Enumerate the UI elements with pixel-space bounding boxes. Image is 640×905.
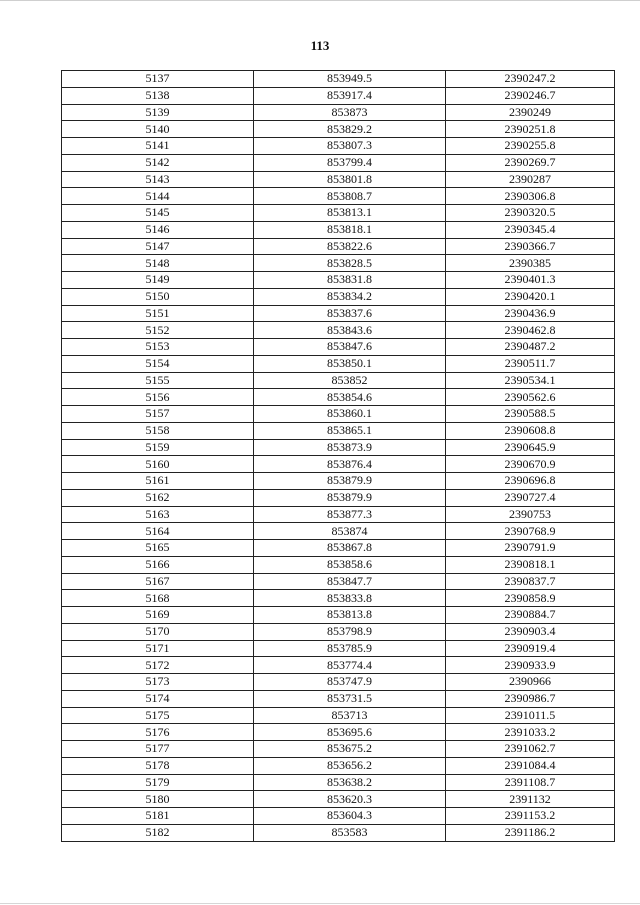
table-row <box>62 540 615 557</box>
y-coordinate-cell: 2390401.3 <box>446 272 615 289</box>
point-number-cell: 5182 <box>62 824 254 841</box>
point-number-cell: 5159 <box>62 439 254 456</box>
y-coordinate-cell: 2390884.7 <box>446 607 615 624</box>
point-number-cell: 5167 <box>62 573 254 590</box>
point-number-cell: 5161 <box>62 473 254 490</box>
y-coordinate-cell: 2390385 <box>446 255 615 272</box>
table-row <box>62 791 615 808</box>
x-coordinate-cell: 853638.2 <box>254 774 446 791</box>
point-number-cell: 5153 <box>62 339 254 356</box>
table-row <box>62 657 615 674</box>
table-row <box>62 473 615 490</box>
y-coordinate-cell: 2390768.9 <box>446 523 615 540</box>
y-coordinate-cell: 2390919.4 <box>446 640 615 657</box>
table-row <box>62 623 615 640</box>
y-coordinate-cell: 2390269.7 <box>446 154 615 171</box>
y-coordinate-cell: 2390837.7 <box>446 573 615 590</box>
table-row <box>62 506 615 523</box>
point-number-cell: 5163 <box>62 506 254 523</box>
x-coordinate-cell: 853808.7 <box>254 188 446 205</box>
y-coordinate-cell: 2390588.5 <box>446 406 615 423</box>
table-row <box>62 439 615 456</box>
y-coordinate-cell: 2390670.9 <box>446 456 615 473</box>
x-coordinate-cell: 853818.1 <box>254 221 446 238</box>
y-coordinate-cell: 2390608.8 <box>446 422 615 439</box>
x-coordinate-cell: 853604.3 <box>254 808 446 825</box>
point-number-cell: 5158 <box>62 422 254 439</box>
x-coordinate-cell: 853675.2 <box>254 741 446 758</box>
x-coordinate-cell: 853917.4 <box>254 87 446 104</box>
point-number-cell: 5180 <box>62 791 254 808</box>
point-number-cell: 5147 <box>62 238 254 255</box>
point-number-cell: 5139 <box>62 104 254 121</box>
x-coordinate-cell: 853713 <box>254 707 446 724</box>
page-top-edge <box>0 0 640 1</box>
point-number-cell: 5142 <box>62 154 254 171</box>
point-number-cell: 5144 <box>62 188 254 205</box>
table-row <box>62 188 615 205</box>
page-number: 113 <box>310 38 330 53</box>
x-coordinate-cell: 853873 <box>254 104 446 121</box>
point-number-cell: 5154 <box>62 355 254 372</box>
table-row <box>62 372 615 389</box>
table-row <box>62 221 615 238</box>
x-coordinate-cell: 853583 <box>254 824 446 841</box>
y-coordinate-cell: 2390462.8 <box>446 322 615 339</box>
x-coordinate-cell: 853873.9 <box>254 439 446 456</box>
y-coordinate-cell: 2391033.2 <box>446 724 615 741</box>
x-coordinate-cell: 853785.9 <box>254 640 446 657</box>
y-coordinate-cell: 2390562.6 <box>446 389 615 406</box>
table-row <box>62 205 615 222</box>
point-number-cell: 5179 <box>62 774 254 791</box>
table-row <box>62 171 615 188</box>
x-coordinate-cell: 853833.8 <box>254 590 446 607</box>
x-coordinate-cell: 853695.6 <box>254 724 446 741</box>
point-number-cell: 5148 <box>62 255 254 272</box>
table-row <box>62 389 615 406</box>
y-coordinate-cell: 2391011.5 <box>446 707 615 724</box>
y-coordinate-cell: 2390986.7 <box>446 690 615 707</box>
table-row <box>62 138 615 155</box>
x-coordinate-cell: 853865.1 <box>254 422 446 439</box>
y-coordinate-cell: 2390306.8 <box>446 188 615 205</box>
x-coordinate-cell: 853860.1 <box>254 406 446 423</box>
table-row <box>62 272 615 289</box>
point-number-cell: 5181 <box>62 808 254 825</box>
y-coordinate-cell: 2390858.9 <box>446 590 615 607</box>
y-coordinate-cell: 2390249 <box>446 104 615 121</box>
point-number-cell: 5173 <box>62 674 254 691</box>
table-row <box>62 824 615 841</box>
point-number-cell: 5160 <box>62 456 254 473</box>
point-number-cell: 5157 <box>62 406 254 423</box>
point-number-cell: 5149 <box>62 272 254 289</box>
y-coordinate-cell: 2390251.8 <box>446 121 615 138</box>
y-coordinate-cell: 2390345.4 <box>446 221 615 238</box>
table-row <box>62 573 615 590</box>
point-number-cell: 5165 <box>62 540 254 557</box>
y-coordinate-cell: 2390727.4 <box>446 489 615 506</box>
point-number-cell: 5151 <box>62 305 254 322</box>
point-number-cell: 5164 <box>62 523 254 540</box>
x-coordinate-cell: 853949.5 <box>254 71 446 88</box>
x-coordinate-cell: 853877.3 <box>254 506 446 523</box>
point-number-cell: 5177 <box>62 741 254 758</box>
coordinate-table <box>61 70 615 842</box>
x-coordinate-cell: 853847.6 <box>254 339 446 356</box>
y-coordinate-cell: 2391132 <box>446 791 615 808</box>
table-row <box>62 87 615 104</box>
point-number-cell: 5176 <box>62 724 254 741</box>
table-row <box>62 406 615 423</box>
x-coordinate-cell: 853876.4 <box>254 456 446 473</box>
table-row <box>62 808 615 825</box>
table-row <box>62 71 615 88</box>
table-row <box>62 322 615 339</box>
y-coordinate-cell: 2390966 <box>446 674 615 691</box>
y-coordinate-cell: 2391062.7 <box>446 741 615 758</box>
y-coordinate-cell: 2390436.9 <box>446 305 615 322</box>
point-number-cell: 5137 <box>62 71 254 88</box>
x-coordinate-cell: 853843.6 <box>254 322 446 339</box>
y-coordinate-cell: 2390287 <box>446 171 615 188</box>
point-number-cell: 5145 <box>62 205 254 222</box>
table-row <box>62 154 615 171</box>
x-coordinate-cell: 853831.8 <box>254 272 446 289</box>
y-coordinate-cell: 2390903.4 <box>446 623 615 640</box>
y-coordinate-cell: 2390255.8 <box>446 138 615 155</box>
table-row <box>62 288 615 305</box>
table-row <box>62 456 615 473</box>
point-number-cell: 5138 <box>62 87 254 104</box>
x-coordinate-cell: 853813.1 <box>254 205 446 222</box>
point-number-cell: 5155 <box>62 372 254 389</box>
point-number-cell: 5141 <box>62 138 254 155</box>
y-coordinate-cell: 2391153.2 <box>446 808 615 825</box>
x-coordinate-cell: 853813.8 <box>254 607 446 624</box>
point-number-cell: 5150 <box>62 288 254 305</box>
point-number-cell: 5172 <box>62 657 254 674</box>
point-number-cell: 5169 <box>62 607 254 624</box>
y-coordinate-cell: 2390791.9 <box>446 540 615 557</box>
x-coordinate-cell: 853799.4 <box>254 154 446 171</box>
y-coordinate-cell: 2390247.2 <box>446 71 615 88</box>
x-coordinate-cell: 853798.9 <box>254 623 446 640</box>
y-coordinate-cell: 2390696.8 <box>446 473 615 490</box>
x-coordinate-cell: 853620.3 <box>254 791 446 808</box>
table-row <box>62 104 615 121</box>
x-coordinate-cell: 853834.2 <box>254 288 446 305</box>
x-coordinate-cell: 853829.2 <box>254 121 446 138</box>
point-number-cell: 5156 <box>62 389 254 406</box>
x-coordinate-cell: 853879.9 <box>254 489 446 506</box>
y-coordinate-cell: 2390246.7 <box>446 87 615 104</box>
point-number-cell: 5143 <box>62 171 254 188</box>
point-number-cell: 5170 <box>62 623 254 640</box>
x-coordinate-cell: 853656.2 <box>254 757 446 774</box>
point-number-cell: 5166 <box>62 556 254 573</box>
x-coordinate-cell: 853747.9 <box>254 674 446 691</box>
point-number-cell: 5168 <box>62 590 254 607</box>
point-number-cell: 5175 <box>62 707 254 724</box>
table-row <box>62 556 615 573</box>
table-row <box>62 674 615 691</box>
table-row <box>62 724 615 741</box>
x-coordinate-cell: 853822.6 <box>254 238 446 255</box>
y-coordinate-cell: 2390534.1 <box>446 372 615 389</box>
table-row <box>62 339 615 356</box>
table-row <box>62 741 615 758</box>
table-row <box>62 355 615 372</box>
y-coordinate-cell: 2391108.7 <box>446 774 615 791</box>
table-row <box>62 707 615 724</box>
page-bottom-edge <box>0 903 640 904</box>
table-row <box>62 422 615 439</box>
table-row <box>62 523 615 540</box>
table-row <box>62 489 615 506</box>
table-row <box>62 607 615 624</box>
table-row <box>62 121 615 138</box>
table-row <box>62 255 615 272</box>
y-coordinate-cell: 2390818.1 <box>446 556 615 573</box>
y-coordinate-cell: 2391084.4 <box>446 757 615 774</box>
point-number-cell: 5174 <box>62 690 254 707</box>
y-coordinate-cell: 2390511.7 <box>446 355 615 372</box>
x-coordinate-cell: 853837.6 <box>254 305 446 322</box>
table-row <box>62 238 615 255</box>
table-row <box>62 640 615 657</box>
table-row <box>62 590 615 607</box>
y-coordinate-cell: 2390420.1 <box>446 288 615 305</box>
x-coordinate-cell: 853852 <box>254 372 446 389</box>
x-coordinate-cell: 853854.6 <box>254 389 446 406</box>
point-number-cell: 5178 <box>62 757 254 774</box>
y-coordinate-cell: 2391186.2 <box>446 824 615 841</box>
coordinate-table-container <box>61 70 611 842</box>
x-coordinate-cell: 853807.3 <box>254 138 446 155</box>
x-coordinate-cell: 853850.1 <box>254 355 446 372</box>
x-coordinate-cell: 853879.9 <box>254 473 446 490</box>
table-row <box>62 757 615 774</box>
point-number-cell: 5152 <box>62 322 254 339</box>
x-coordinate-cell: 853731.5 <box>254 690 446 707</box>
x-coordinate-cell: 853874 <box>254 523 446 540</box>
x-coordinate-cell: 853774.4 <box>254 657 446 674</box>
table-row <box>62 774 615 791</box>
y-coordinate-cell: 2390933.9 <box>446 657 615 674</box>
x-coordinate-cell: 853847.7 <box>254 573 446 590</box>
point-number-cell: 5140 <box>62 121 254 138</box>
y-coordinate-cell: 2390487.2 <box>446 339 615 356</box>
y-coordinate-cell: 2390645.9 <box>446 439 615 456</box>
table-row <box>62 305 615 322</box>
x-coordinate-cell: 853801.8 <box>254 171 446 188</box>
point-number-cell: 5146 <box>62 221 254 238</box>
table-row <box>62 690 615 707</box>
coordinate-table-body <box>62 71 615 842</box>
x-coordinate-cell: 853828.5 <box>254 255 446 272</box>
x-coordinate-cell: 853858.6 <box>254 556 446 573</box>
point-number-cell: 5162 <box>62 489 254 506</box>
y-coordinate-cell: 2390366.7 <box>446 238 615 255</box>
x-coordinate-cell: 853867.8 <box>254 540 446 557</box>
y-coordinate-cell: 2390753 <box>446 506 615 523</box>
y-coordinate-cell: 2390320.5 <box>446 205 615 222</box>
point-number-cell: 5171 <box>62 640 254 657</box>
